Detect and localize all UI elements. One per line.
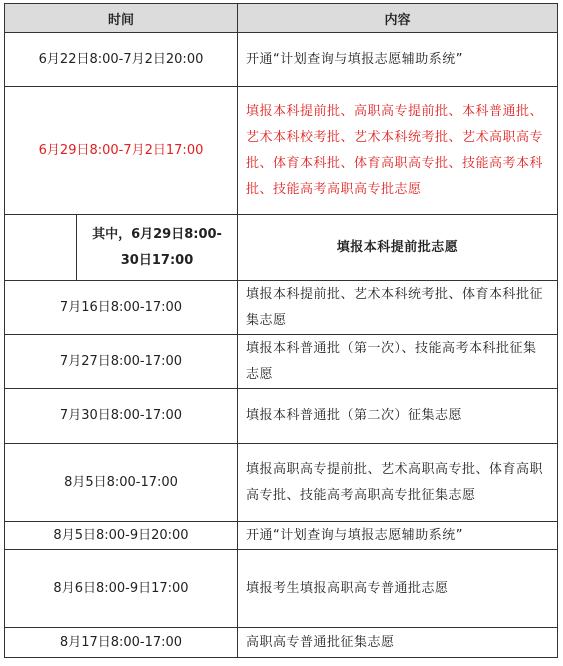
row-time: 7月27日8:00-17:00 bbox=[5, 335, 238, 389]
row-time: 7月30日8:00-17:00 bbox=[5, 389, 238, 444]
header-content: 内容 bbox=[238, 4, 558, 33]
table-row bbox=[5, 281, 558, 335]
table-row bbox=[5, 628, 558, 658]
row-time: 6月22日8:00-7月2日20:00 bbox=[5, 33, 238, 87]
table-row-sub bbox=[5, 215, 558, 281]
row-time: 7月16日8:00-17:00 bbox=[5, 281, 238, 335]
row-time: 8月5日8:00-17:00 bbox=[5, 444, 238, 522]
table-row bbox=[5, 444, 558, 522]
row-time: 8月6日8:00-9日17:00 bbox=[5, 550, 238, 628]
row-content: 填报本科提前批、高职高专提前批、本科普通批、艺术本科校考批、艺术本科统考批、艺术高职高专批、体育本科批、体育高职高专批、技能高考本科批、技能高考高职高专批志愿 bbox=[238, 87, 558, 215]
row-content: 填报本科提前批志愿 bbox=[238, 215, 558, 281]
row-content: 填报本科普通批（第一次）、技能高考本科批征集志愿 bbox=[238, 335, 558, 389]
row-time: 6月29日8:00-7月2日17:00 bbox=[5, 87, 238, 215]
header-time: 时间 bbox=[5, 4, 238, 33]
admission-schedule-table bbox=[4, 3, 558, 658]
row-content: 填报本科提前批、艺术本科统考批、体育本科批征集志愿 bbox=[238, 281, 558, 335]
row-content: 开通“计划查询与填报志愿辅助系统” bbox=[238, 33, 558, 87]
table-row bbox=[5, 33, 558, 87]
row-time-spacer bbox=[5, 215, 77, 281]
table-row bbox=[5, 335, 558, 389]
table-row bbox=[5, 550, 558, 628]
row-content: 填报本科普通批（第二次）征集志愿 bbox=[238, 389, 558, 444]
table-row bbox=[5, 87, 558, 215]
row-time: 8月17日8:00-17:00 bbox=[5, 628, 238, 658]
table-row bbox=[5, 389, 558, 444]
row-time: 其中，6月29日8:00-30日17:00 bbox=[77, 215, 238, 281]
row-time: 8月5日8:00-9日20:00 bbox=[5, 522, 238, 550]
row-content: 开通“计划查询与填报志愿辅助系统” bbox=[238, 522, 558, 550]
row-content: 填报考生填报高职高专普通批志愿 bbox=[238, 550, 558, 628]
table-row bbox=[5, 522, 558, 550]
row-content: 填报高职高专提前批、艺术高职高专批、体育高职高专批、技能高考高职高专批征集志愿 bbox=[238, 444, 558, 522]
table-header-row bbox=[5, 4, 558, 33]
row-content: 高职高专普通批征集志愿 bbox=[238, 628, 558, 658]
